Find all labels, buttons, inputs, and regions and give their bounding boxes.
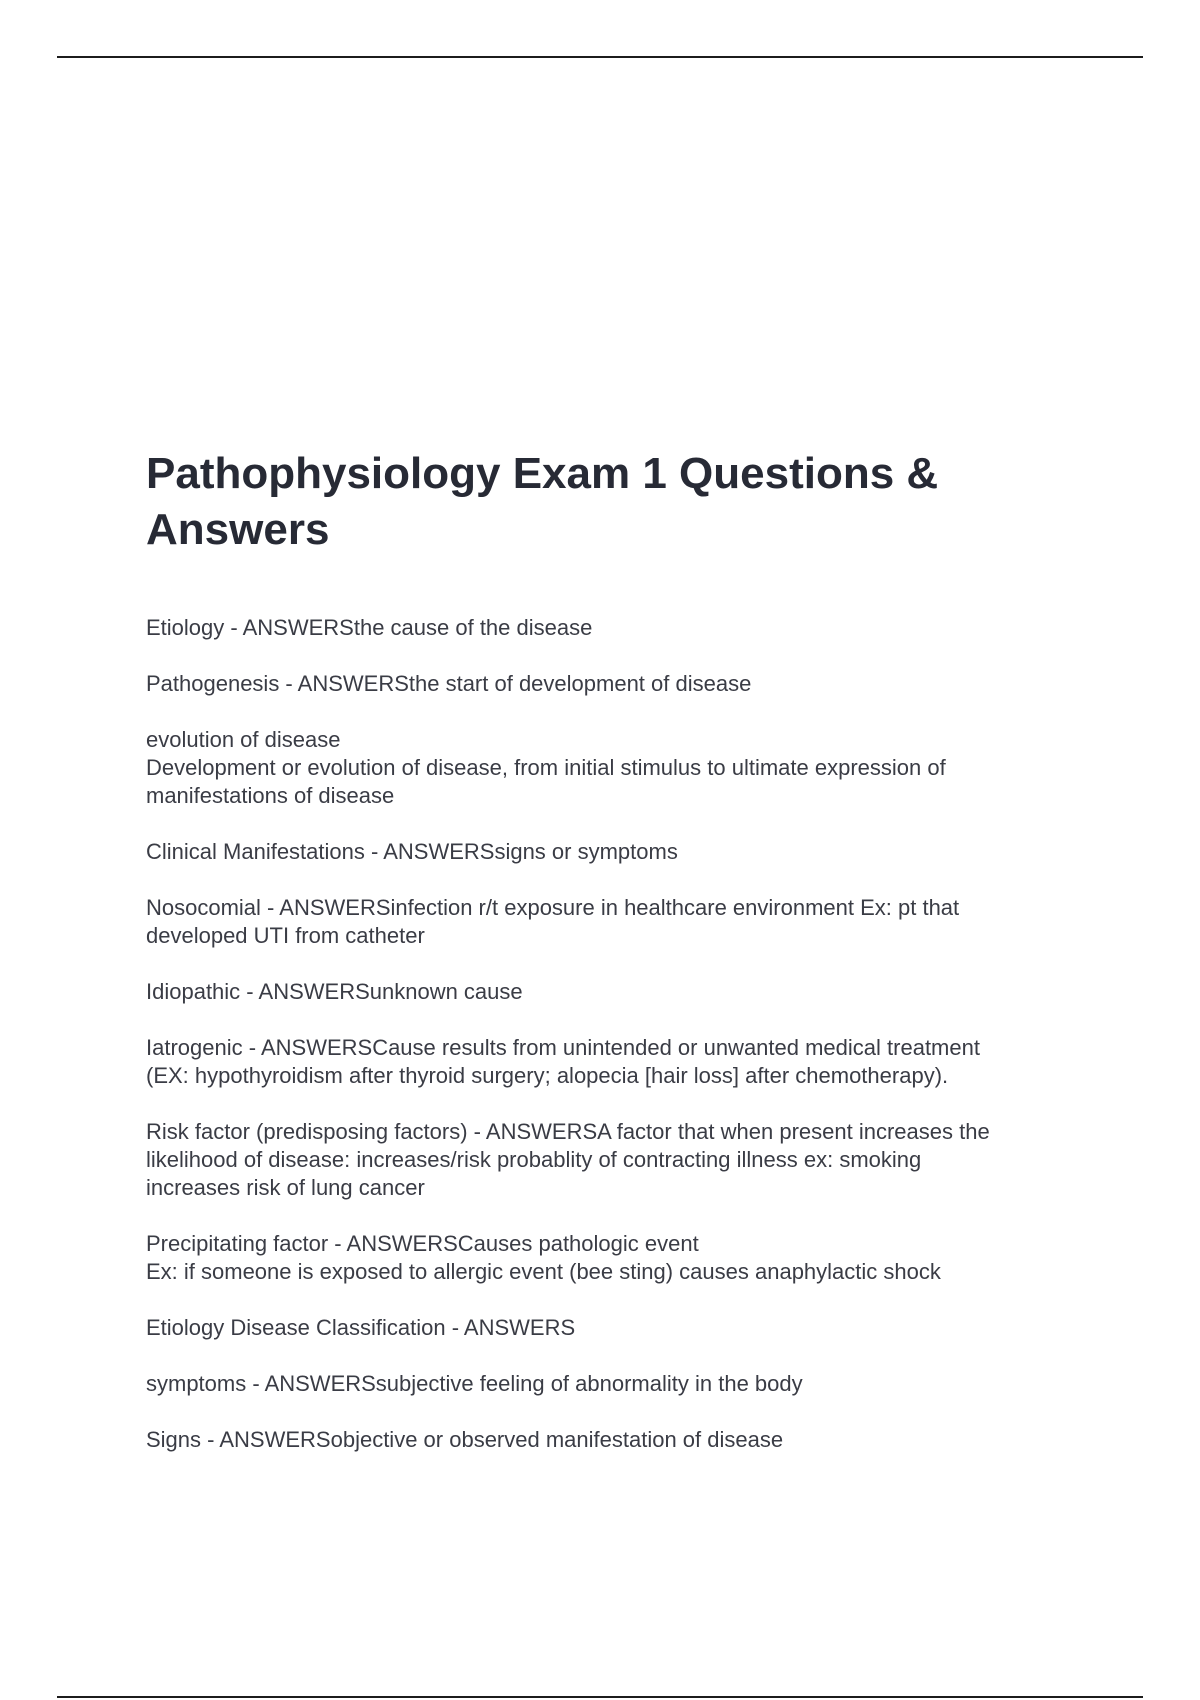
entry-risk-factor: [146, 1118, 1106, 1202]
entry-signs: [146, 1426, 1106, 1454]
entry-symptoms: [146, 1370, 1106, 1398]
entry-etiology: [146, 614, 1106, 642]
entry-iatrogenic: [146, 1034, 1106, 1090]
entry-line: Development or evolution of disease, from initial stimulus to ultimate expression of: [146, 755, 946, 780]
entry-nosocomial: [146, 894, 1106, 950]
entry-line: Iatrogenic - ANSWERSCause results from unintended or unwanted medical treatment: [146, 1035, 980, 1060]
entry-line: Signs - ANSWERSobjective or observed manifestation of disease: [146, 1427, 784, 1452]
entry-idiopathic: [146, 978, 1106, 1006]
entry-line: Idiopathic - ANSWERSunknown cause: [146, 979, 523, 1004]
entry-line: developed UTI from catheter: [146, 923, 425, 948]
entry-clinical-manifestations: [146, 838, 1106, 866]
entry-pathogenesis: [146, 670, 1106, 698]
top-rule: [57, 56, 1143, 58]
entry-line: Etiology Disease Classification - ANSWERS: [146, 1315, 576, 1340]
entry-precipitating-factor: [146, 1230, 1106, 1286]
entry-line: Etiology - ANSWERSthe cause of the disease: [146, 615, 593, 640]
entry-line: Pathogenesis - ANSWERSthe start of development of disease: [146, 671, 752, 696]
entry-line: Precipitating factor - ANSWERSCauses pathologic event: [146, 1231, 699, 1256]
entry-line: symptoms - ANSWERSsubjective feeling of abnormality in the body: [146, 1371, 803, 1396]
entry-evolution-of-disease: [146, 726, 1106, 810]
entry-etiology-disease-classification: [146, 1314, 1106, 1342]
entry-line: likelihood of disease: increases/risk probablity of contracting illness ex: smoking: [146, 1147, 922, 1172]
entry-line: Nosocomial - ANSWERSinfection r/t exposure in healthcare environment Ex: pt that: [146, 895, 960, 920]
entry-line: Ex: if someone is exposed to allergic event (bee sting) causes anaphylactic shock: [146, 1259, 941, 1284]
entry-line: Risk factor (predisposing factors) - ANSWERSA factor that when present increases the: [146, 1119, 990, 1144]
entry-line: (EX: hypothyroidism after thyroid surgery; alopecia [hair loss] after chemotherapy).: [146, 1063, 949, 1088]
document-title: Pathophysiology Exam 1 Questions & Answers: [146, 449, 939, 554]
document-body: [146, 446, 1106, 1482]
entry-line: manifestations of disease: [146, 783, 395, 808]
entry-line: evolution of disease: [146, 727, 341, 752]
bottom-rule: [57, 1696, 1143, 1698]
entry-line: Clinical Manifestations - ANSWERSsigns or symptoms: [146, 839, 678, 864]
entry-line: increases risk of lung cancer: [146, 1175, 425, 1200]
